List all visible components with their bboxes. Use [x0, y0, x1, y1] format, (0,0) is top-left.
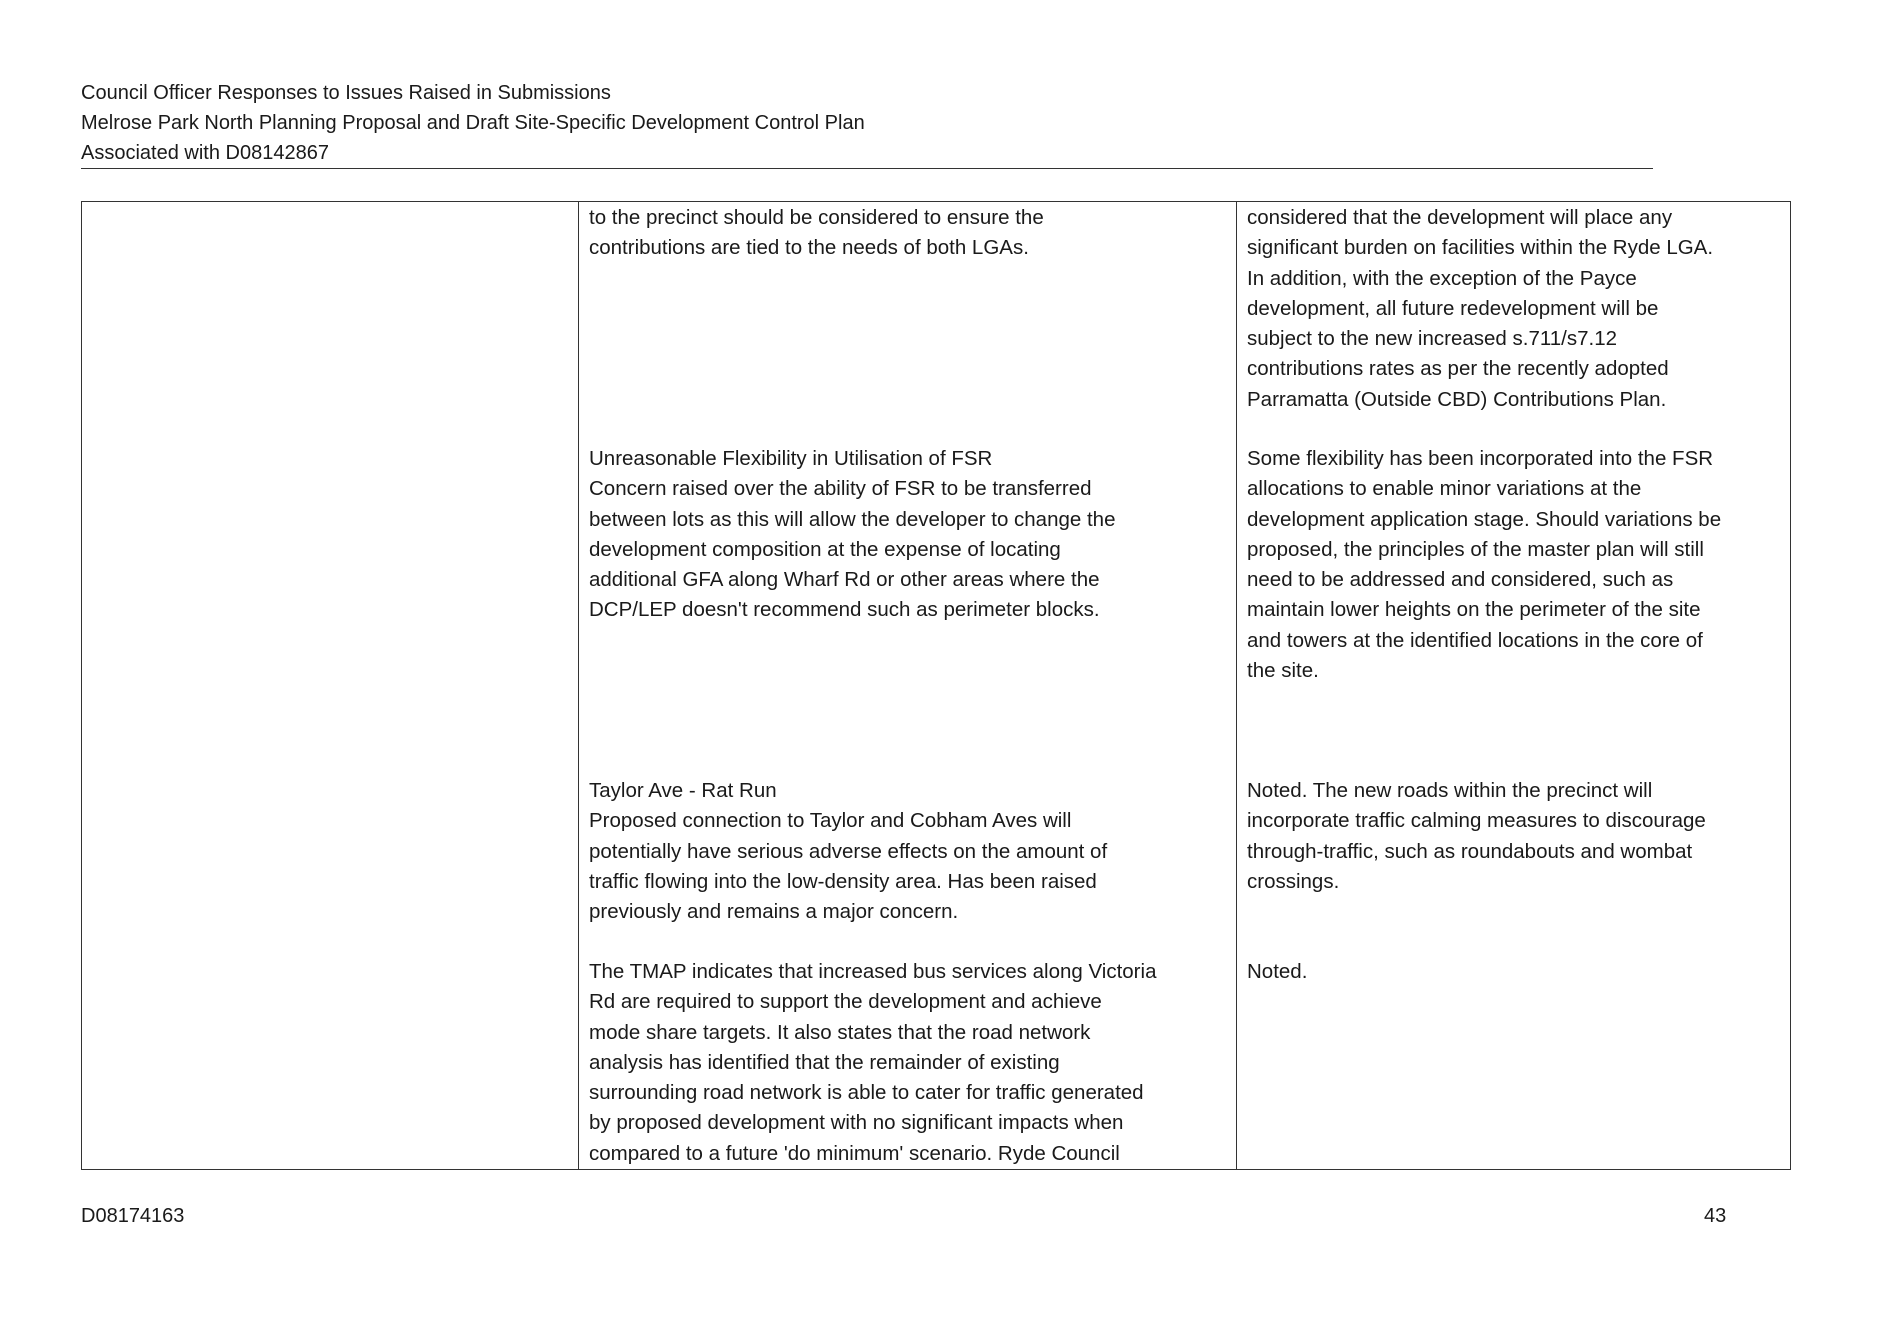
- response-text-line: incorporate traffic calming measures to discourage: [1247, 809, 1706, 833]
- response-text-line: maintain lower heights on the perimeter of the site: [1247, 598, 1701, 622]
- issue-heading: Unreasonable Flexibility in Utilisation of FSR: [589, 447, 993, 470]
- document-reference: D08174163: [81, 1205, 185, 1227]
- response-cell: [1247, 203, 1713, 415]
- issue-text-line: analysis has identified that the remainder of existing: [589, 1050, 1060, 1074]
- column-divider-left: [578, 202, 579, 1169]
- issue-cell: [589, 444, 1115, 626]
- issue-cell: [589, 776, 1107, 927]
- response-text-line: allocations to enable minor variations at the: [1247, 477, 1642, 501]
- issue-text-line: DCP/LEP doesn't recommend such as perimeter blocks.: [589, 598, 1100, 622]
- response-text-line: need to be addressed and considered, such as: [1247, 568, 1674, 592]
- response-text-line: Some flexibility has been incorporated into the FSR: [1247, 447, 1714, 470]
- response-text-line: Noted. The new roads within the precinct will: [1247, 779, 1653, 802]
- response-text-line: development, all future redevelopment will be: [1247, 296, 1659, 320]
- issue-text-line: potentially have serious adverse effects on the amount of: [589, 839, 1108, 863]
- response-text-line: contributions rates as per the recently adopted: [1247, 357, 1669, 381]
- response-text-line: development application stage. Should variations be: [1247, 507, 1722, 531]
- issue-text-line: previously and remains a major concern.: [589, 900, 959, 924]
- issue-text-line: surrounding road network is able to cater for traffic generated: [589, 1081, 1144, 1105]
- response-text-line: subject to the new increased s.711/s7.12: [1247, 327, 1617, 351]
- response-text-line: the site.: [1247, 659, 1319, 683]
- issue-text-line: between lots as this will allow the developer to change the: [589, 507, 1116, 531]
- issue-cell: [589, 957, 1156, 1169]
- page-number: 43: [1704, 1205, 1727, 1227]
- header-reference: Associated with D08142867: [81, 142, 329, 164]
- issue-cell: [589, 203, 1044, 264]
- document-header: [81, 78, 1653, 169]
- response-text-line: considered that the development will place any: [1247, 206, 1673, 229]
- issue-text-line: to the precinct should be considered to ensure the: [589, 206, 1044, 229]
- issue-text-line: by proposed development with no significant impacts when: [589, 1111, 1124, 1135]
- response-text-line: significant burden on facilities within the Ryde LGA.: [1247, 236, 1714, 260]
- response-text-line: crossings.: [1247, 869, 1340, 893]
- response-cell: [1247, 957, 1307, 987]
- issue-text-line: contributions are tied to the needs of both LGAs.: [589, 236, 1029, 260]
- issue-text-line: additional GFA along Wharf Rd or other areas where the: [589, 568, 1100, 592]
- issue-heading: Taylor Ave - Rat Run: [589, 779, 777, 802]
- response-cell: [1247, 444, 1721, 686]
- column-divider-right: [1236, 202, 1237, 1169]
- header-subtitle: Melrose Park North Planning Proposal and Draft Site-Specific Development Control Plan: [81, 112, 865, 134]
- issue-text-line: development composition at the expense of locating: [589, 537, 1061, 561]
- response-text-line: In addition, with the exception of the Payce: [1247, 266, 1637, 290]
- submissions-table: [81, 201, 1791, 1170]
- issue-text-line: mode share targets. It also states that the road network: [589, 1020, 1091, 1044]
- issue-text-line: Concern raised over the ability of FSR to be transferred: [589, 477, 1092, 501]
- response-cell: [1247, 776, 1706, 897]
- response-text-line: through-traffic, such as roundabouts and wombat: [1247, 839, 1693, 863]
- response-text-line: Parramatta (Outside CBD) Contributions Plan.: [1247, 387, 1667, 411]
- issue-text-line: Proposed connection to Taylor and Cobham Aves will: [589, 809, 1072, 833]
- response-text-line: proposed, the principles of the master plan will still: [1247, 537, 1704, 561]
- response-text-line: and towers at the identified locations in the core of: [1247, 628, 1703, 652]
- issue-text-line: traffic flowing into the low-density area. Has been raised: [589, 869, 1097, 893]
- issue-text-line: Rd are required to support the development and achieve: [589, 990, 1102, 1014]
- header-title: Council Officer Responses to Issues Raised in Submissions: [81, 82, 611, 104]
- issue-text-line: compared to a future 'do minimum' scenario. Ryde Council: [589, 1141, 1120, 1165]
- issue-text-line: The TMAP indicates that increased bus services along Victoria: [589, 960, 1157, 983]
- response-text-line: Noted.: [1247, 960, 1308, 983]
